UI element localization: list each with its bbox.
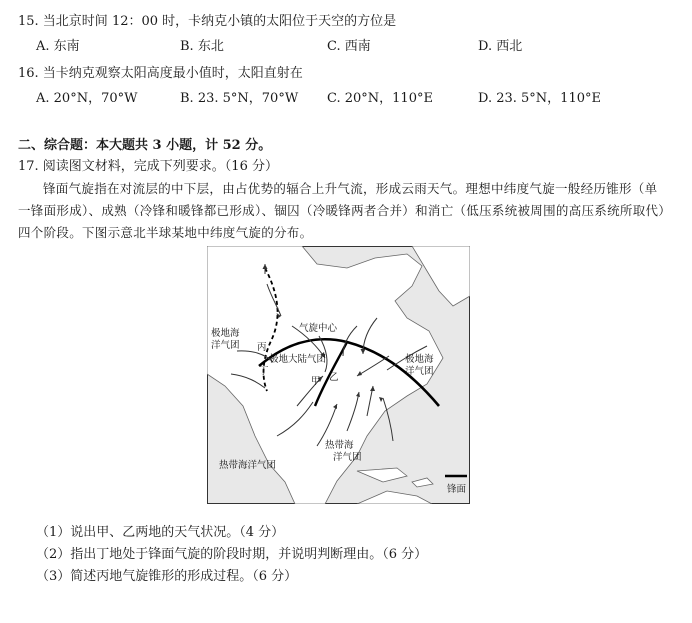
q15-option-a: A. 东南 xyxy=(36,39,80,54)
q15-stem: 15. 当北京时间 12：00 时，卡纳克小镇的太阳位于天空的方位是 xyxy=(18,14,397,29)
map-label-polar-ocean-left-1: 极地海 xyxy=(211,328,240,339)
map-label-jia: 甲 xyxy=(311,376,321,387)
q16-option-c: C. 20°N，110°E xyxy=(327,91,433,106)
map-label-polar-continental: 极地大陆气团 xyxy=(269,354,327,365)
map-label-tropical-ocean-left: 热带海洋气团 xyxy=(219,460,277,471)
q16-stem: 16. 当卡纳克观察太阳高度最小值时，太阳直射在 xyxy=(18,66,303,81)
q15-option-c: C. 西南 xyxy=(327,39,371,54)
section-heading: 二、综合题：本大题共 3 小题，计 52 分。 xyxy=(18,138,272,153)
map-label-tropical-ocean-right-2: 洋气团 xyxy=(333,452,362,463)
map-label-polar-ocean-right-2: 洋气团 xyxy=(405,366,434,377)
cyclone-map xyxy=(207,246,470,504)
q17-sub1: （1）说出甲、乙两地的天气状况。（4 分） xyxy=(36,525,285,540)
q17-passage: 锋面气旋指在对流层的中下层，由占优势的辐合上升气流，形成云雨天气。理想中纬度气旋一般经历锥形（单一锋面形成）、成熟（冷锋和暖锋都已形成）、锢囚（冷暖锋两者合并）和消亡（低压系统被周围的高压系统所取代）四个阶段。下图示意北半球某地中纬度气旋的分布。 xyxy=(18,181,665,240)
q17-sub2: （2）指出丁地处于锋面气旋的阶段时期，并说明判断理由。（6 分） xyxy=(36,547,428,562)
q15-option-d: D. 西北 xyxy=(478,39,523,54)
q16-option-a: A. 20°N，70°W xyxy=(36,91,138,106)
legend-front-label: 锋面 xyxy=(447,484,467,495)
map-label-cyclone-center: 气旋中心 xyxy=(299,323,338,334)
map-label-polar-ocean-right-1: 极地海 xyxy=(405,354,434,365)
map-label-bing: 丙 xyxy=(257,342,267,353)
q16-option-d: D. 23. 5°N，110°E xyxy=(478,91,601,106)
map-label-yi: 乙 xyxy=(329,372,339,383)
q17-stem: 17. 阅读图文材料，完成下列要求。（16 分） xyxy=(18,159,278,174)
q17-sub3: （3）简述丙地气旋锥形的形成过程。（6 分） xyxy=(36,569,298,584)
q15-option-b: B. 东北 xyxy=(180,39,224,54)
map-label-ding: 丁 xyxy=(259,366,269,377)
map-label-polar-ocean-left-2: 洋气团 xyxy=(211,340,240,351)
q16-option-b: B. 23. 5°N，70°W xyxy=(180,91,299,106)
map-label-tropical-ocean-right-1: 热带海 xyxy=(325,440,354,451)
